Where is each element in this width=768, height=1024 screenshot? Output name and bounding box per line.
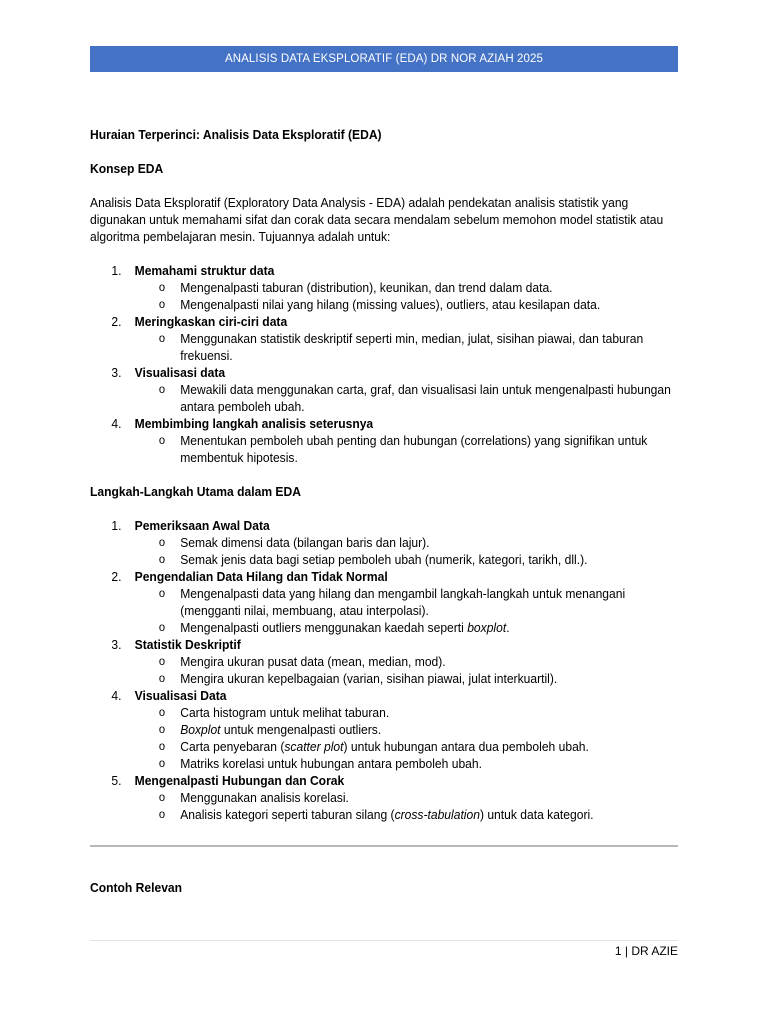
item-number: 3. <box>111 365 122 380</box>
circle-bullet-icon: o <box>158 382 166 396</box>
item-number: 5. <box>111 773 122 788</box>
sub-list <box>135 381 678 415</box>
item-label: Statistik Deskriptif <box>134 637 241 652</box>
sub-list-item <box>90 330 678 364</box>
sub-item-text: Menggunakan statistik deskriptif seperti min, median, julat, sisihan piawai, dan taburan frekuensi. <box>180 331 644 363</box>
sub-item-text: Matriks korelasi untuk hubungan antara pemboleh ubah. <box>180 756 482 771</box>
item-number: 2. <box>111 314 122 329</box>
doc-title: Huraian Terperinci: Analisis Data Eksploratif (EDA) <box>90 127 382 142</box>
item-number: 2. <box>111 569 122 584</box>
sub-list <box>135 789 678 823</box>
sub-item-text: Mengenalpasti nilai yang hilang (missing values), outliers, atau kesilapan data. <box>180 297 601 312</box>
circle-bullet-icon: o <box>158 739 166 753</box>
sub-item-text: Semak dimensi data (bilangan baris dan lajur). <box>180 535 430 550</box>
item-number: 4. <box>111 416 122 431</box>
item-label: Mengenalpasti Hubungan dan Corak <box>134 773 345 788</box>
sub-list-item <box>90 670 678 687</box>
circle-bullet-icon: o <box>158 790 166 804</box>
section-heading-langkah: Langkah-Langkah Utama dalam EDA <box>90 484 301 499</box>
sub-item-text: Mengenalpasti data yang hilang dan mengambil langkah-langkah untuk menangani (mengganti nilai, membuang, atau interpolasi). <box>180 586 626 618</box>
circle-bullet-icon: o <box>158 620 166 634</box>
item-label: Pengendalian Data Hilang dan Tidak Normal <box>134 569 388 584</box>
sub-item-text: Mengenalpasti taburan (distribution), keunikan, dan trend dalam data. <box>180 280 553 295</box>
circle-bullet-icon: o <box>158 807 166 821</box>
sub-item-text: Analisis kategori seperti taburan silang (cross-tabulation) untuk data kategori. <box>180 807 594 822</box>
item-label: Visualisasi Data <box>134 688 227 703</box>
item-number: 1. <box>111 263 122 278</box>
sub-list <box>135 279 678 313</box>
sub-item-text: Boxplot untuk mengenalpasti outliers. <box>180 722 382 737</box>
sub-list-item <box>90 806 678 823</box>
sub-item-text: Menentukan pemboleh ubah penting dan hubungan (correlations) yang signifikan untuk membentuk hipotesis. <box>180 433 648 465</box>
circle-bullet-icon: o <box>158 722 166 736</box>
list-item <box>90 262 678 313</box>
circle-bullet-icon: o <box>158 280 166 294</box>
horizontal-divider <box>90 845 678 847</box>
sub-list-item <box>90 279 678 296</box>
sub-list-item <box>90 653 678 670</box>
section-heading-konsep: Konsep EDA <box>90 161 164 176</box>
sub-item-text: Carta penyebaran (scatter plot) untuk hubungan antara dua pemboleh ubah. <box>180 739 589 754</box>
sub-list-item <box>90 432 678 466</box>
item-label: Visualisasi data <box>134 365 226 380</box>
document-body <box>90 126 678 823</box>
sub-item-text: Mengenalpasti outliers menggunakan kaedah seperti boxplot. <box>180 620 510 635</box>
item-number: 4. <box>111 688 122 703</box>
sub-item-text: Mengira ukuran kepelbagaian (varian, sisihan piawai, julat interkuartil). <box>180 671 558 686</box>
list-item <box>90 517 678 568</box>
document-header <box>90 46 678 72</box>
sub-list <box>135 432 678 466</box>
sub-list-item <box>90 704 678 721</box>
sub-list <box>135 704 678 772</box>
list-item <box>90 772 678 823</box>
list-item <box>90 313 678 364</box>
steps-list <box>90 517 678 823</box>
sub-list-item <box>90 296 678 313</box>
sub-list <box>135 653 678 687</box>
item-number: 3. <box>111 637 122 652</box>
circle-bullet-icon: o <box>158 671 166 685</box>
circle-bullet-icon: o <box>158 586 166 600</box>
sub-item-text: Menggunakan analisis korelasi. <box>180 790 349 805</box>
sub-list-item <box>90 721 678 738</box>
sub-list-item <box>90 755 678 772</box>
list-item <box>90 415 678 466</box>
list-item <box>90 687 678 772</box>
header-title: ANALISIS DATA EKSPLORATIF (EDA) DR NOR AZIAH 2025 <box>224 53 544 65</box>
circle-bullet-icon: o <box>158 297 166 311</box>
item-number: 1. <box>111 518 122 533</box>
list-item <box>90 364 678 415</box>
circle-bullet-icon: o <box>158 535 166 549</box>
sub-list <box>135 330 678 364</box>
sub-list-item <box>90 789 678 806</box>
circle-bullet-icon: o <box>158 654 166 668</box>
concept-list <box>90 262 678 466</box>
footer-divider <box>90 940 678 941</box>
sub-list-item <box>90 619 678 636</box>
sub-item-text: Carta histogram untuk melihat taburan. <box>180 705 390 720</box>
item-label: Membimbing langkah analisis seterusnya <box>134 416 374 431</box>
list-item <box>90 636 678 687</box>
sub-list-item <box>90 585 678 619</box>
circle-bullet-icon: o <box>158 705 166 719</box>
sub-list <box>135 534 678 568</box>
sub-list <box>135 585 678 636</box>
list-item <box>90 568 678 636</box>
circle-bullet-icon: o <box>158 433 166 447</box>
circle-bullet-icon: o <box>158 331 166 345</box>
item-label: Pemeriksaan Awal Data <box>134 518 270 533</box>
sub-item-text: Mewakili data menggunakan carta, graf, dan visualisasi lain untuk mengenalpasti hubungan antara pemboleh ubah. <box>180 382 671 414</box>
page-footer: 1 | DR AZIE <box>614 944 678 958</box>
sub-list-item <box>90 381 678 415</box>
circle-bullet-icon: o <box>158 552 166 566</box>
sub-list-item <box>90 534 678 551</box>
sub-list-item <box>90 738 678 755</box>
intro-paragraph: Analisis Data Eksploratif (Exploratory Data Analysis - EDA) adalah pendekatan analisis statistik yang digunakan untuk memahami sifat dan corak data secara mendalam sebelum memohon model statistik atau algoritma pembelajaran mesin. Tujuannya adalah untuk: <box>90 195 664 244</box>
section-heading-contoh: Contoh Relevan <box>90 880 183 895</box>
item-label: Meringkaskan ciri-ciri data <box>134 314 288 329</box>
circle-bullet-icon: o <box>158 756 166 770</box>
sub-item-text: Mengira ukuran pusat data (mean, median, mod). <box>180 654 446 669</box>
sub-item-text: Semak jenis data bagi setiap pemboleh ubah (numerik, kategori, tarikh, dll.). <box>180 552 588 567</box>
sub-list-item <box>90 551 678 568</box>
item-label: Memahami struktur data <box>134 263 275 278</box>
